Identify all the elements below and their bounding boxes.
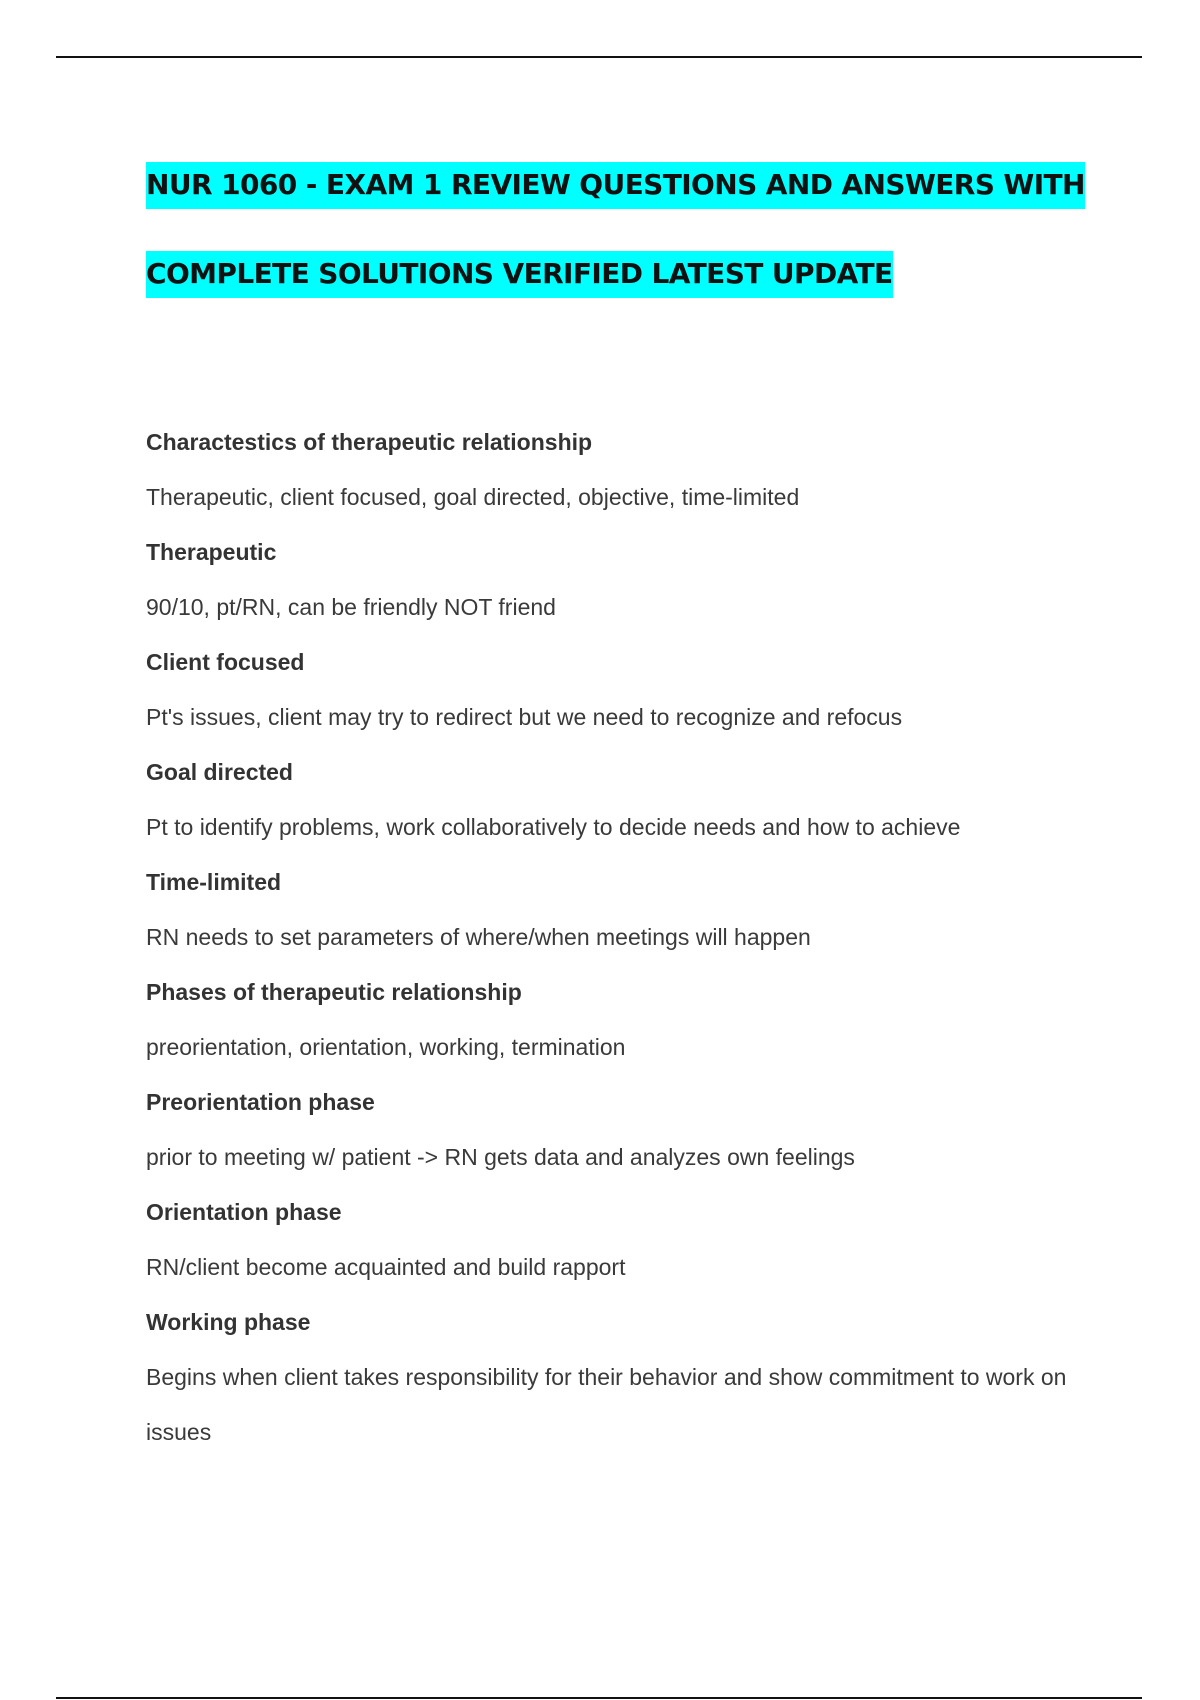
question: Goal directed — [146, 759, 293, 785]
document-title — [146, 140, 1086, 318]
title-line-2: COMPLETE SOLUTIONS VERIFIED LATEST UPDATE — [146, 251, 893, 298]
title-line-1: NUR 1060 - EXAM 1 REVIEW QUESTIONS AND ANSWERS WITH — [146, 162, 1085, 209]
question: Working phase — [146, 1309, 311, 1335]
answer: preorientation, orientation, working, termination — [146, 1034, 626, 1060]
question: Therapeutic — [146, 539, 277, 565]
qa-item — [146, 965, 1086, 1075]
question: Client focused — [146, 649, 305, 675]
answer: Therapeutic, client focused, goal directed, objective, time-limited — [146, 484, 800, 510]
answer: Pt to identify problems, work collaboratively to decide needs and how to achieve — [146, 814, 961, 840]
qa-item — [146, 1295, 1086, 1460]
qa-item — [146, 855, 1086, 965]
question: Orientation phase — [146, 1199, 342, 1225]
qa-item — [146, 415, 1086, 525]
answer: Pt's issues, client may try to redirect but we need to recognize and refocus — [146, 704, 903, 730]
question: Charactestics of therapeutic relationship — [146, 429, 593, 455]
answer: Begins when client takes responsibility for their behavior and show commitment to work on issues — [146, 1364, 1067, 1445]
qa-list — [146, 415, 1086, 1460]
answer: 90/10, pt/RN, can be friendly NOT friend — [146, 594, 556, 620]
answer: RN/client become acquainted and build rapport — [146, 1254, 626, 1280]
qa-item — [146, 745, 1086, 855]
document-body — [146, 140, 1086, 1460]
qa-item — [146, 1185, 1086, 1295]
top-rule — [56, 56, 1142, 58]
qa-item — [146, 525, 1086, 635]
qa-item — [146, 1075, 1086, 1185]
answer: prior to meeting w/ patient -> RN gets data and analyzes own feelings — [146, 1144, 855, 1170]
question: Phases of therapeutic relationship — [146, 979, 522, 1005]
bottom-rule — [56, 1697, 1142, 1699]
qa-item — [146, 635, 1086, 745]
question: Time-limited — [146, 869, 282, 895]
answer: RN needs to set parameters of where/when meetings will happen — [146, 924, 811, 950]
question: Preorientation phase — [146, 1089, 375, 1115]
